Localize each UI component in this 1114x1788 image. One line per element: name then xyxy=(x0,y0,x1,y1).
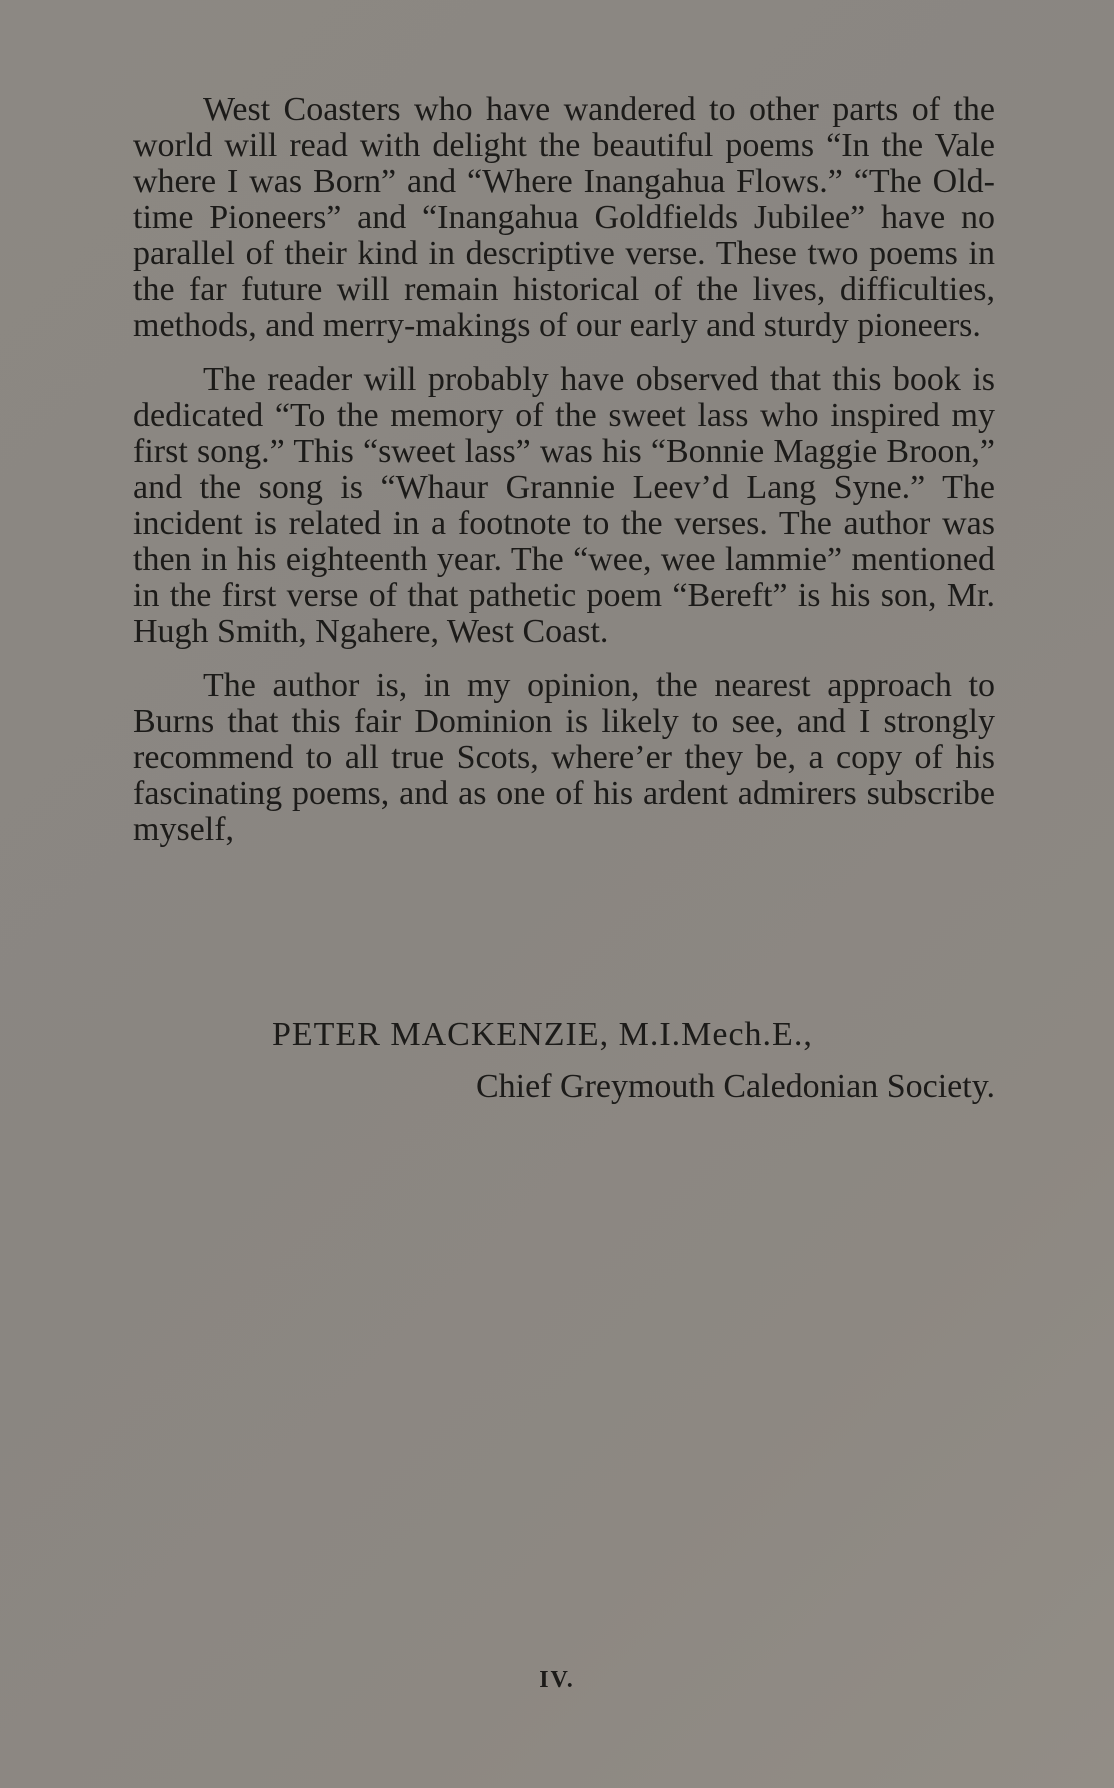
signature-title: Chief Greymouth Caledonian Society. xyxy=(475,1068,995,1105)
paragraph-dedication: The reader will probably have observed that this book is dedicated “To the memory of the sweet lass who inspired my first song.” This “sweet lass” was his “Bonnie Maggie Broon,” and the song is “Whaur Grannie Leev’d Lang Syne.” The incident is related in a footnote to the verses. The author was then in his eighteenth year. The “wee, wee lammie” mentioned in the first verse of that pathetic poem “Bereft” is his son, Mr. Hugh Smith, Ngahere, West Coast. xyxy=(133,361,995,650)
foreword-text xyxy=(133,92,995,848)
page-number: IV. xyxy=(539,1667,575,1693)
signature-name: PETER MACKENZIE, M.I.Mech.E., xyxy=(272,1016,813,1053)
paragraph-author-opinion: The author is, in my opinion, the nearest approach to Burns that this fair Dominion is likely to see, and I strongly recommend to all true Scots, where’er they be, a copy of his fascinating poems, and as one of his ardent admirers subscribe myself, xyxy=(133,667,995,848)
paragraph-west-coasters: West Coasters who have wandered to other parts of the world will read with delight the beautiful poems “In the Vale where I was Born” and “Where Inangahua Flows.” “The Old-time Pioneers” and “Inangahua Goldfields Jubilee” have no parallel of their kind in descriptive verse. These two poems in the far future will remain historical of the lives, difficulties, methods, and merry-makings of our early and sturdy pioneers. xyxy=(133,91,995,344)
